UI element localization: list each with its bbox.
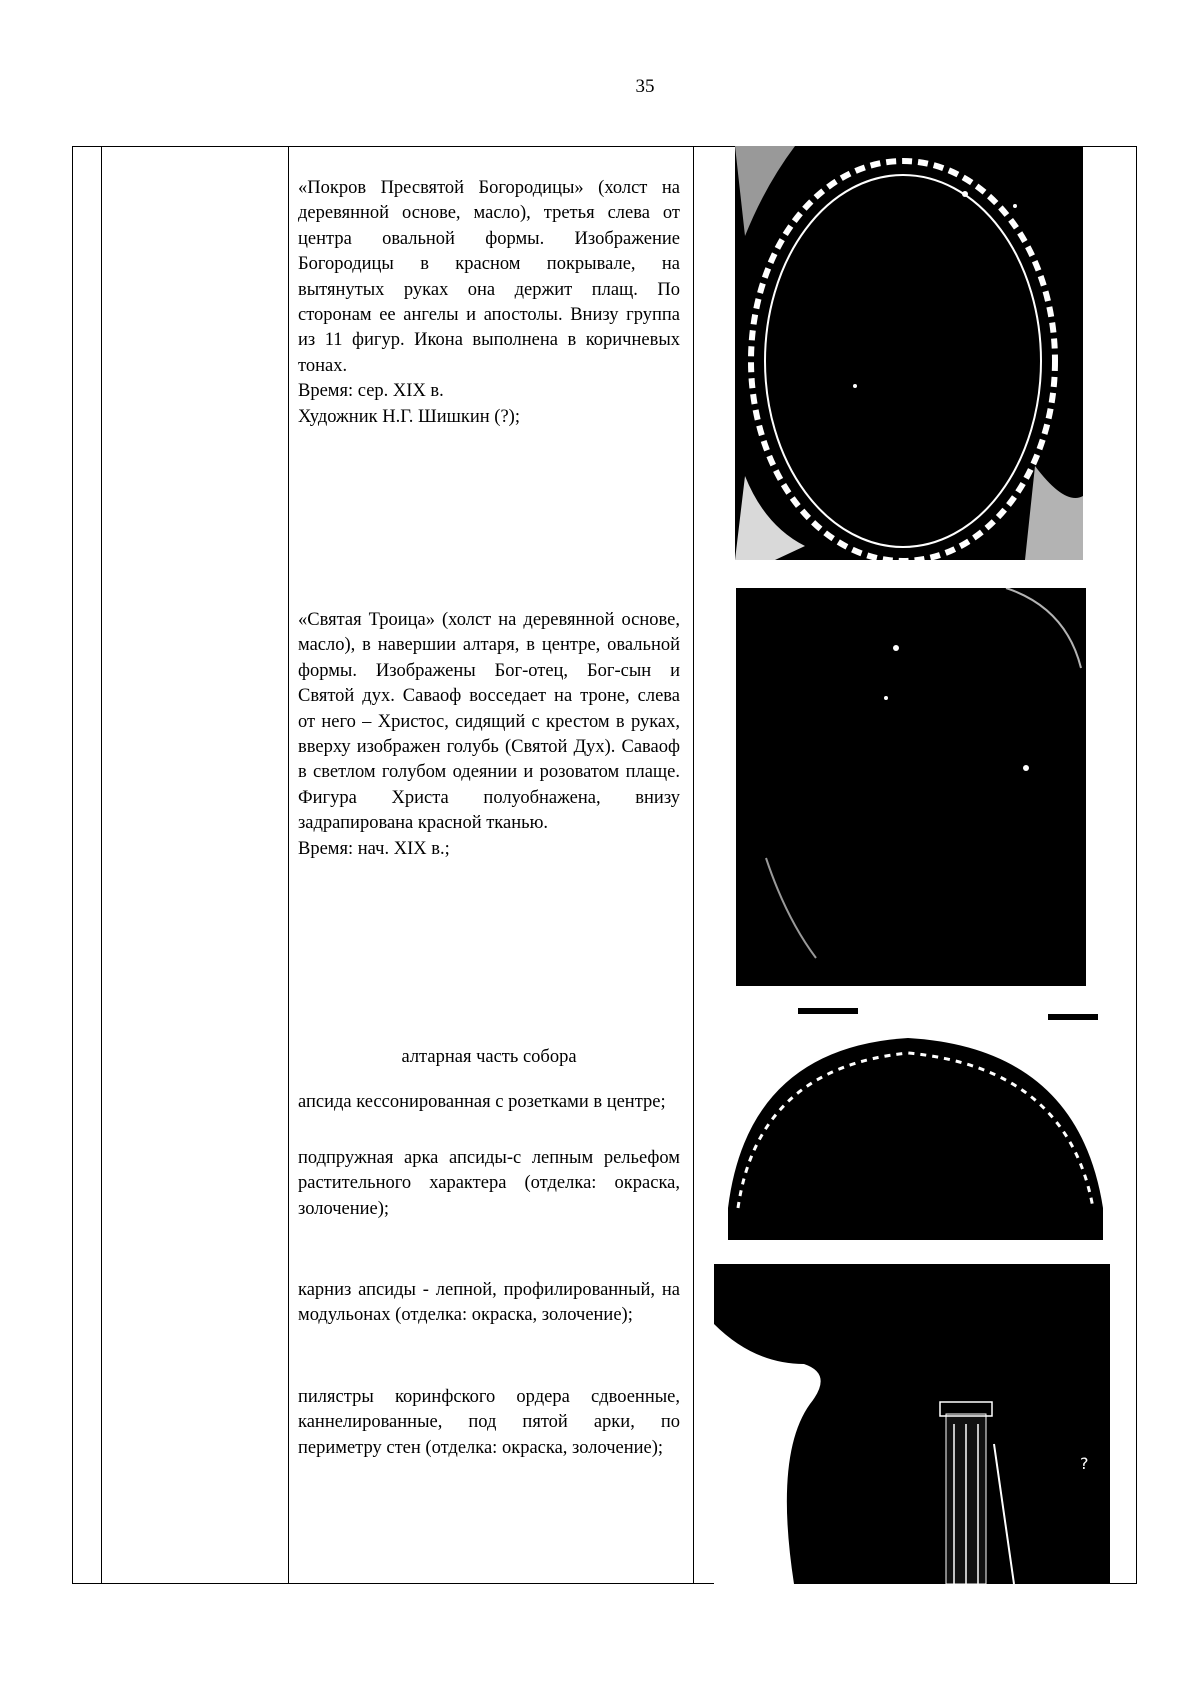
- altar-item-apse: апсида кессонированная с розетками в центре;: [298, 1092, 666, 1113]
- entry-date: Время: сер. XIX в.: [298, 381, 444, 402]
- page-number: 35: [635, 76, 655, 97]
- oval-icon-photo: [735, 146, 1083, 560]
- svg-text:?: ?: [1080, 1454, 1089, 1473]
- entry-date: Время: нач. XIX в.;: [298, 838, 450, 859]
- apse-arch-photo: [708, 1008, 1112, 1240]
- altar-heading: алтарная часть собора: [401, 1047, 577, 1067]
- entry-artist: Художник Н.Г. Шишкин (?);: [298, 406, 520, 427]
- altar-item-cornice: карниз апсиды - лепной, профилированный, на модульонах (отделка: окраска, золочение);: [298, 1280, 680, 1326]
- column-divider-2: [288, 147, 289, 1583]
- entry-description: «Святая Троица» (холст на деревянной основе, масло), в навершии алтаря, в центре, овальной формы. Изображены Бог-отец, Бог-сын и Святой дух. Саваоф восседает на троне, слева от него – Христос, сидящий с крестом в руках, вверху изображен голубь (Святой Дух). Саваоф в светлом голубом одеянии и розоватом плаще. Фигура Христа полуобнажена, внизу задрапирована красной тканью.: [298, 610, 680, 834]
- altar-item-pilasters: пилястры коринфского ордера сдвоенные, каннелированные, под пятой арки, по периметру стен (отделка: окраска, золочение);: [298, 1386, 680, 1458]
- pilasters-photo: [714, 1264, 1110, 1584]
- column-divider-3: [693, 147, 694, 1583]
- column-divider-1: [101, 147, 102, 1583]
- trinity-icon-photo: [736, 588, 1086, 986]
- altar-section: [298, 1045, 680, 1461]
- entry-description: «Покров Пресвятой Богородицы» (холст на деревянной основе, масло), третья слева от центра овальной формы. Изображение Богородицы в красном покрывале, на вытянутых руках она держит плащ. По сторонам ее ангелы и апостолы. Внизу группа из 11 фигур. Икона выполнена в коричневых тонах.: [298, 178, 680, 376]
- entry-trinity: [298, 608, 680, 862]
- entry-pokrov: [298, 176, 680, 430]
- altar-item-arch: подпружная арка апсиды-с лепным рельефом растительного характера (отделка: окраска, золочение);: [298, 1147, 680, 1219]
